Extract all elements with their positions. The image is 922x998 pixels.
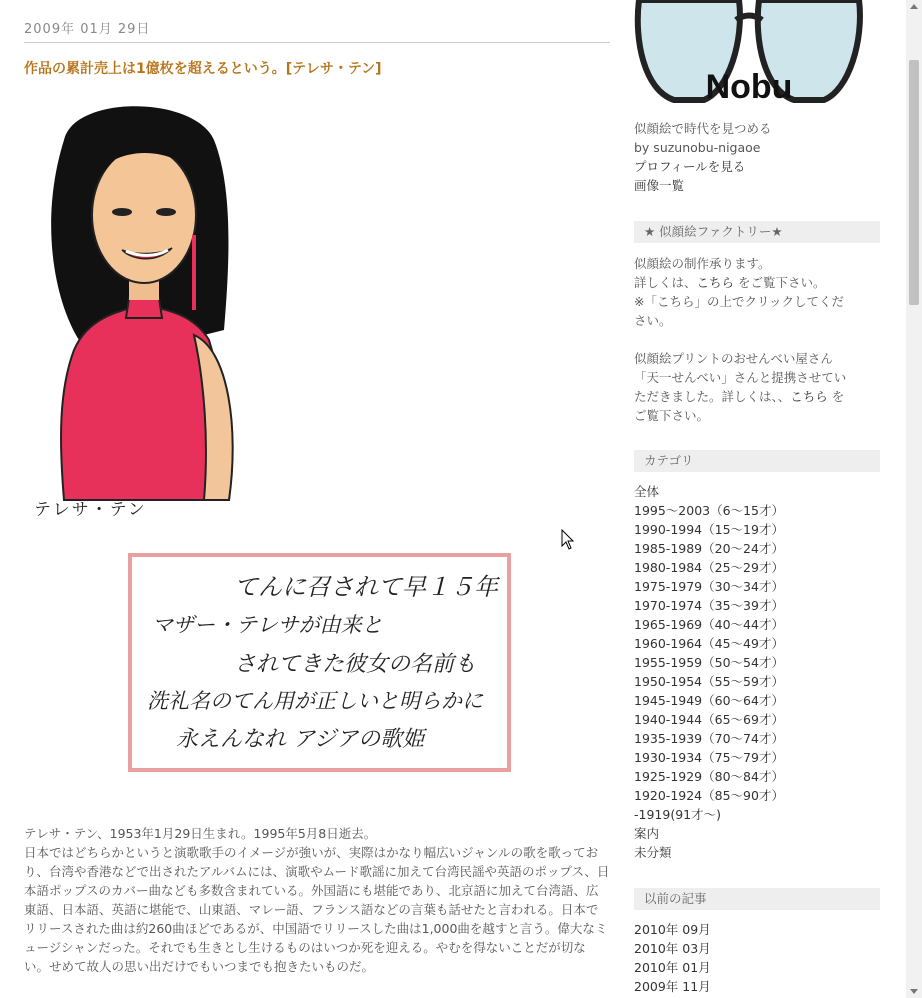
category-item[interactable] — [634, 843, 880, 862]
category-item[interactable] — [634, 767, 880, 786]
post-paragraph: 日本ではどちらかというと演歌歌手のイメージが強いが、実際はかなり幅広いジャンルの歌を歌っており、台湾や香港などで出されたアルバムには、演歌やムード歌謡に加えて台湾民謡や英語のポップス、日本語ポップスのカバー曲なども多数含まれている。外国語にも堪能であり、北京語に加えて台湾語、広東語、日本語、英語に堪能で、山東語、マレー語、フランス語などの言葉も話せたと言われる。日本でリリースされた曲は約260曲ほどであるが、中国語でリリースした曲は1,000曲を越すと言う。偉大なミュージシャンだった。それでも生きとし生けるものはいつか死を迎える。やむを得ないことだが切ない。せめて故人の思い出だけでもいつまでも抱きたいものだ。 — [24, 845, 610, 974]
category-item-link[interactable]: 1980-1984（25～29才） — [634, 560, 784, 575]
category-item-link[interactable]: 1940-1944（65～69才） — [634, 712, 784, 727]
category-item[interactable] — [634, 558, 880, 577]
category-item[interactable] — [634, 748, 880, 767]
category-item[interactable] — [634, 786, 880, 805]
category-item-link[interactable]: 未分類 — [634, 845, 672, 860]
category-item-link[interactable]: 案内 — [634, 826, 660, 841]
category-item[interactable] — [634, 672, 880, 691]
poem-card[interactable] — [128, 553, 511, 772]
factory-note: ※「こちら」の上でクリックしてください。 — [634, 294, 844, 328]
category-item[interactable] — [634, 824, 880, 843]
factory-text: 似顔絵プリントのおせんべい屋さん「天一せんべい」さんと提携させていただきました。詳しくは、、 — [634, 351, 847, 404]
category-item[interactable] — [634, 520, 880, 539]
factory-text: をご覧下さい。 — [634, 389, 845, 423]
portrait-collar — [126, 298, 162, 318]
factory-heading: ★ 似顔絵ファクトリー★ — [634, 221, 880, 243]
category-item[interactable] — [634, 634, 880, 653]
profile-link[interactable]: プロフィールを見る — [634, 159, 746, 174]
factory-link[interactable]: こちら — [696, 275, 735, 290]
category-item-link[interactable]: 1995～2003（6～15才） — [634, 503, 784, 518]
category-item-link[interactable]: 1990-1994（15～19才） — [634, 522, 784, 537]
category-item[interactable] — [634, 729, 880, 748]
category-item-link[interactable]: 1945-1949（60～64才） — [634, 693, 784, 708]
post-body — [24, 824, 610, 976]
poem-line: されてきた彼女の名前も — [234, 652, 477, 677]
archive-heading: 以前の記事 — [634, 888, 880, 910]
category-item-link[interactable]: 1920-1924（85～90才） — [634, 788, 784, 803]
archive-item-link[interactable]: 2010年 01月 — [634, 960, 711, 975]
category-item-link[interactable]: 1955-1959（50～54才） — [634, 655, 784, 670]
category-item-link[interactable]: 1960-1964（45～49才） — [634, 636, 784, 651]
category-item-link[interactable]: 1935-1939（70～74才） — [634, 731, 784, 746]
category-item[interactable] — [634, 539, 880, 558]
poem-line: 永えんなれ アジアの歌姫 — [176, 727, 425, 752]
factory-body — [634, 254, 849, 425]
gallery-link[interactable]: 画像一覧 — [634, 178, 685, 193]
category-item-link[interactable]: 1985-1989（20～24才） — [634, 541, 784, 556]
poem-line: 洗礼名のてん用が正しいと明らかに — [147, 689, 483, 713]
portrait-caption: テレサ・テン — [34, 500, 147, 520]
category-item[interactable] — [634, 577, 880, 596]
category-item[interactable] — [634, 805, 880, 824]
archive-item[interactable] — [634, 977, 880, 996]
logo-glasses[interactable] — [634, 0, 864, 108]
archive-item[interactable] — [634, 920, 880, 939]
portrait-face — [92, 147, 196, 283]
author-line: by suzunobu-nigaoe — [634, 140, 761, 155]
category-item-link[interactable]: 1950-1954（55～59才） — [634, 674, 784, 689]
archive-item[interactable] — [634, 939, 880, 958]
category-item-link[interactable]: 1930-1934（75～79才） — [634, 750, 784, 765]
category-item[interactable] — [634, 596, 880, 615]
factory-text: をご覧下さい。 — [734, 275, 826, 290]
category-item[interactable] — [634, 653, 880, 672]
category-item[interactable] — [634, 482, 880, 501]
category-item-link[interactable]: 全体 — [634, 484, 660, 499]
scroll-down-arrow-icon[interactable] — [910, 989, 918, 994]
category-item[interactable] — [634, 691, 880, 710]
category-item-link[interactable]: 1925-1929（80～84才） — [634, 769, 784, 784]
archive-item[interactable] — [634, 958, 880, 977]
scrollbar-thumb[interactable] — [909, 60, 919, 305]
category-item[interactable] — [634, 710, 880, 729]
logo-text: Nobu — [705, 68, 793, 106]
scrollbar[interactable] — [906, 0, 922, 998]
category-item-link[interactable]: 1970-1974（35～39才） — [634, 598, 784, 613]
category-heading: カテゴリ — [634, 450, 880, 472]
poem-line: マザー・テレサが由来と — [152, 613, 383, 637]
category-item-link[interactable]: -1919(91才～) — [634, 807, 721, 822]
category-item-link[interactable]: 1965-1969（40～44才） — [634, 617, 784, 632]
poem-line: てんに召されて早１５年 — [234, 573, 498, 601]
senbei-link[interactable]: こちら — [790, 389, 828, 404]
factory-text: 似顔絵の制作承ります。 — [634, 256, 771, 271]
post-paragraph: テレサ・テン、1953年1月29日生まれ。1995年5月8日逝去。 — [24, 826, 377, 841]
post-date: 2009年 01月 29日 — [24, 18, 610, 43]
category-list — [634, 482, 880, 862]
archive-item-link[interactable]: 2010年 03月 — [634, 941, 711, 956]
blog-tagline: 似顔絵で時代を見つめる — [634, 121, 772, 136]
archive-list — [634, 920, 880, 996]
scroll-up-arrow-icon[interactable] — [910, 4, 918, 9]
mouse-cursor-icon — [561, 529, 575, 551]
category-item-link[interactable]: 1975-1979（30～34才） — [634, 579, 784, 594]
archive-item-link[interactable]: 2010年 09月 — [634, 922, 711, 937]
category-item[interactable] — [634, 615, 880, 634]
archive-item-link[interactable]: 2009年 11月 — [634, 979, 711, 994]
portrait-illustration[interactable] — [34, 100, 234, 520]
category-item[interactable] — [634, 501, 880, 520]
post-title[interactable]: 作品の累計売上は1億枚を超えるという。[テレサ・テン] — [24, 61, 382, 77]
profile-block — [634, 119, 772, 195]
factory-text: 詳しくは、 — [634, 275, 697, 290]
